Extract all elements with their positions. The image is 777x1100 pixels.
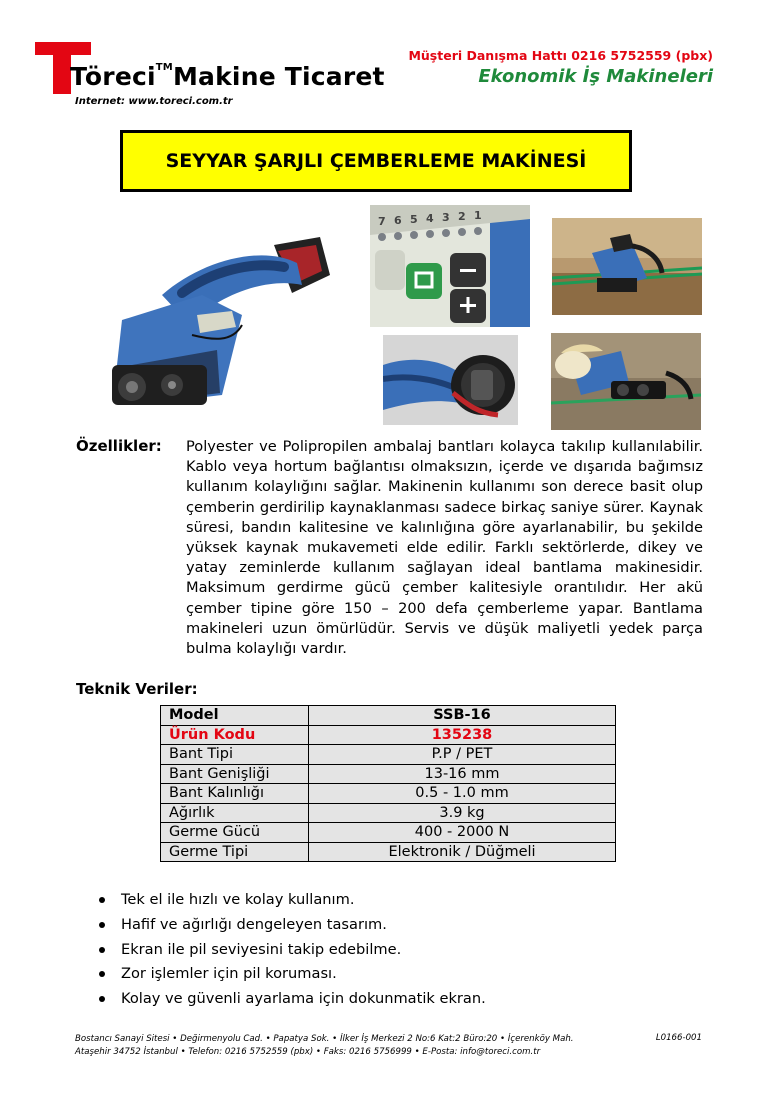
feature-bullets: [95, 890, 486, 1014]
website[interactable]: Internet: www.toreci.com.tr: [75, 96, 233, 107]
panel-digit: 5: [410, 213, 418, 226]
customer-hotline: Müşteri Danışma Hattı 0216 5752559 (pbx): [408, 48, 713, 63]
spec-key: Ürün Kodu: [161, 725, 309, 745]
panel-digit: 2: [458, 210, 466, 223]
spec-value: P.P / PET: [309, 745, 616, 765]
footer-address: [75, 1033, 574, 1059]
machine-in-use-photo: [551, 333, 701, 430]
brand-name-main: Töreci: [70, 62, 156, 91]
list-item: Zor işlemler için pil koruması.: [95, 964, 486, 989]
spec-value: 3.9 kg: [309, 803, 616, 823]
list-item: Hafif ve ağırlığı dengeleyen tasarım.: [95, 915, 486, 940]
features-label: Özellikler:: [76, 437, 162, 455]
spec-value: 0.5 - 1.0 mm: [309, 784, 616, 804]
title-box: [120, 130, 632, 192]
document-code: L0166-001: [655, 1033, 702, 1043]
brand-name-rest: Makine Ticaret: [172, 62, 385, 91]
table-row: [161, 842, 616, 862]
list-item: Kolay ve güvenli ayarlama için dokunmatik ekran.: [95, 989, 486, 1014]
brand-name: [70, 62, 385, 91]
table-row: [161, 725, 616, 745]
strapping-pallet-photo: [552, 218, 702, 315]
trademark: TM: [155, 61, 173, 73]
footer-line-2: Ataşehir 34752 İstanbul • Telefon: 0216 5752559 (pbx) • Faks: 0216 5756999 • E-Posta: info@toreci.com.tr: [75, 1047, 541, 1057]
panel-digit: 6: [394, 214, 402, 227]
strapping-machine-photo: [92, 215, 352, 420]
spec-value: 400 - 2000 N: [309, 823, 616, 843]
panel-digit: 3: [442, 211, 450, 224]
list-item: Tek el ile hızlı ve kolay kullanım.: [95, 890, 486, 915]
panel-digit: 7: [378, 215, 386, 228]
spec-value: SSB-16: [309, 706, 616, 726]
panel-digit: 1: [474, 209, 482, 222]
spec-key: Ağırlık: [161, 803, 309, 823]
page-title: SEYYAR ŞARJLI ÇEMBERLEME MAKİNESİ: [165, 150, 587, 172]
tech-data-label: Teknik Veriler:: [76, 680, 198, 698]
spec-value: 13-16 mm: [309, 764, 616, 784]
table-row: [161, 803, 616, 823]
spec-table: [160, 705, 616, 862]
table-row: [161, 706, 616, 726]
spec-value: 135238: [309, 725, 616, 745]
spec-value: Elektronik / Düğmeli: [309, 842, 616, 862]
table-row: [161, 745, 616, 765]
slogan: Ekonomik İş Makineleri: [478, 66, 713, 87]
spec-key: Model: [161, 706, 309, 726]
table-row: [161, 784, 616, 804]
spec-key: Germe Gücü: [161, 823, 309, 843]
spec-key: Bant Tipi: [161, 745, 309, 765]
machine-head-photo: [383, 335, 518, 425]
table-row: [161, 764, 616, 784]
features-text: Polyester ve Polipropilen ambalaj bantları kolayca takılıp kullanılabilir. Kablo veya hortum bağlantısı olmaksızın, içerde ve dışarıda bağımsız kullanım kolaylığını sağlar. Makinenin kullanımı son derece basit olup çemberin gerdirilip kaynaklanması sadece birkaç saniye sürer. Kaynak süresi, bandın kalitesine ve kalınlığına göre ayarlanabilir, bu şekilde yüksek kaynak mukavemeti elde edilir. Farklı sektörlerde, dikey ve yatay zeminlerde kullanım sağlayan ideal bantlama makinesidir. Maksimum gerdirme gücü çember kalitesiyle orantılıdır. Her akü çember tipine göre 150 – 200 defa çemberleme yapar. Bantlama makineleri uzun ömürlüdür. Servis ve düşük maliyetli yedek parça bulma kolaylığı vardır.: [186, 438, 703, 658]
table-row: [161, 823, 616, 843]
panel-digit: 4: [426, 212, 434, 225]
footer-line-1: Bostancı Sanayi Sitesi • Değirmenyolu Cad. • Papatya Sok. • İlker İş Merkezi 2 No:6 Kat:2 Büro:20 • İçerenköy Mah.: [75, 1034, 574, 1044]
spec-key: Germe Tipi: [161, 842, 309, 862]
list-item: Ekran ile pil seviyesini takip edebilme.: [95, 940, 486, 965]
control-panel-photo: [370, 205, 530, 327]
spec-key: Bant Kalınlığı: [161, 784, 309, 804]
spec-key: Bant Genişliği: [161, 764, 309, 784]
